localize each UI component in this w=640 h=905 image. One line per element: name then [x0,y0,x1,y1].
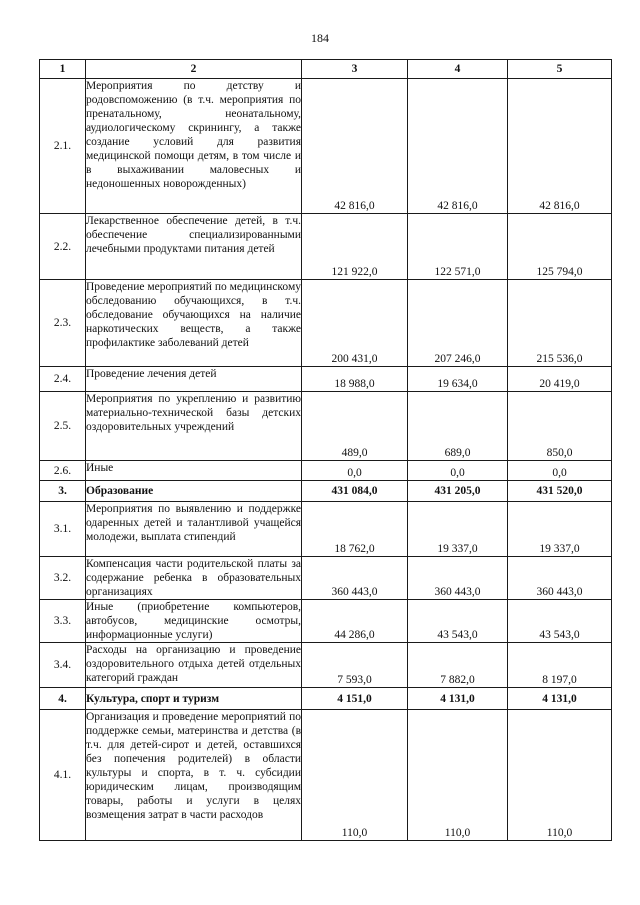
table-row [40,79,612,214]
table-row [40,643,612,688]
row-description: Лекарственное обеспечение детей, в т.ч. обеспечение специализированными лечебными продуктами питания детей [86,214,302,280]
row-value-col4: 19 634,0 [408,367,508,392]
row-value-col3: 360 443,0 [302,557,408,600]
row-value-col4: 0,0 [408,461,508,481]
table-section-row [40,688,612,710]
section-total-col5: 4 131,0 [508,688,612,710]
row-value-col4: 42 816,0 [408,79,508,214]
budget-table [39,59,612,841]
table-header-row [40,60,612,79]
table-row [40,502,612,557]
section-title: Культура, спорт и туризм [86,688,302,710]
row-value-col5: 20 419,0 [508,367,612,392]
row-number: 2.6. [40,461,86,481]
row-value-col3: 18 988,0 [302,367,408,392]
row-number: 3.2. [40,557,86,600]
row-value-col3: 0,0 [302,461,408,481]
row-value-col3: 110,0 [302,710,408,841]
row-value-col4: 110,0 [408,710,508,841]
header-col-2: 2 [86,60,302,79]
row-value-col3: 489,0 [302,392,408,461]
row-description: Расходы на организацию и проведение оздоровительного отдыха детей отдельных категорий граждан [86,643,302,688]
row-value-col5: 42 816,0 [508,79,612,214]
row-value-col5: 850,0 [508,392,612,461]
row-number: 3.4. [40,643,86,688]
row-value-col5: 110,0 [508,710,612,841]
header-col-1: 1 [40,60,86,79]
section-total-col3: 431 084,0 [302,481,408,502]
row-description: Организация и проведение мероприятий по поддержке семьи, материнства и детства (в т.ч. для детей-сирот и детей, оставшихся без попечения родителей) в области культуры и спорта, в т. ч. субсидии юридическим лицам, производящим товары, работы и услуги в целях возмещения затрат в части расходов [86,710,302,841]
row-value-col3: 42 816,0 [302,79,408,214]
table-section-row [40,481,612,502]
header-col-4: 4 [408,60,508,79]
row-value-col3: 200 431,0 [302,280,408,367]
row-description: Мероприятия по детству и родовспоможению (в т.ч. мероприятия по пренатальному, неонатальному, аудиологическому скринингу, а также создание условий для развития медицинской помощи детям, в том числе и в выхаживании маловесных и недоношенных новорожденных) [86,79,302,214]
row-number: 2.1. [40,79,86,214]
row-value-col5: 215 536,0 [508,280,612,367]
row-number: 2.2. [40,214,86,280]
row-number: 4.1. [40,710,86,841]
row-value-col5: 125 794,0 [508,214,612,280]
table-row [40,392,612,461]
row-value-col5: 43 543,0 [508,600,612,643]
section-number: 4. [40,688,86,710]
row-value-col4: 122 571,0 [408,214,508,280]
row-number: 3.3. [40,600,86,643]
row-description: Компенсация части родительской платы за содержание ребенка в образовательных организациях [86,558,301,598]
table-row [40,710,612,841]
row-description: Иные (приобретение компьютеров, автобусов, медицинские осмотры, информационные услуги) [86,601,301,641]
section-total-col4: 4 131,0 [408,688,508,710]
table-row [40,600,612,643]
row-description: Мероприятия по выявлению и поддержке одаренных детей и талантливой учащейся молодежи, выплата стипендий [86,502,302,557]
row-description: Проведение лечения детей [86,367,302,392]
row-value-col3: 44 286,0 [302,600,408,643]
row-value-col3: 121 922,0 [302,214,408,280]
row-value-col5: 8 197,0 [508,643,612,688]
row-value-col5: 19 337,0 [508,502,612,557]
row-value-col5: 0,0 [508,461,612,481]
row-value-col4: 43 543,0 [408,600,508,643]
row-number: 2.4. [40,367,86,392]
row-value-col4: 19 337,0 [408,502,508,557]
row-value-col3: 7 593,0 [302,643,408,688]
row-value-col4: 360 443,0 [408,557,508,600]
row-value-col4: 689,0 [408,392,508,461]
row-number: 2.3. [40,280,86,367]
table-row [40,461,612,481]
row-number: 3.1. [40,502,86,557]
table-row [40,557,612,600]
header-col-3: 3 [302,60,408,79]
section-total-col3: 4 151,0 [302,688,408,710]
table-row [40,367,612,392]
section-number: 3. [40,481,86,502]
header-col-5: 5 [508,60,612,79]
table-row [40,280,612,367]
section-total-col4: 431 205,0 [408,481,508,502]
row-value-col5: 360 443,0 [508,557,612,600]
row-value-col3: 18 762,0 [302,502,408,557]
section-total-col5: 431 520,0 [508,481,612,502]
row-value-col4: 7 882,0 [408,643,508,688]
row-number: 2.5. [40,392,86,461]
table-row [40,214,612,280]
row-value-col4: 207 246,0 [408,280,508,367]
row-description: Мероприятия по укреплению и развитию материально-технической базы детских оздоровительных учреждений [86,392,302,461]
section-title: Образование [86,481,302,502]
row-description: Иные [86,461,302,481]
page-number: 184 [311,31,329,45]
row-description: Проведение мероприятий по медицинскому обследованию обучающихся, в т.ч. обследование обучающихся на наличие наркотических веществ, а также профилактике заболеваний детей [86,280,302,367]
